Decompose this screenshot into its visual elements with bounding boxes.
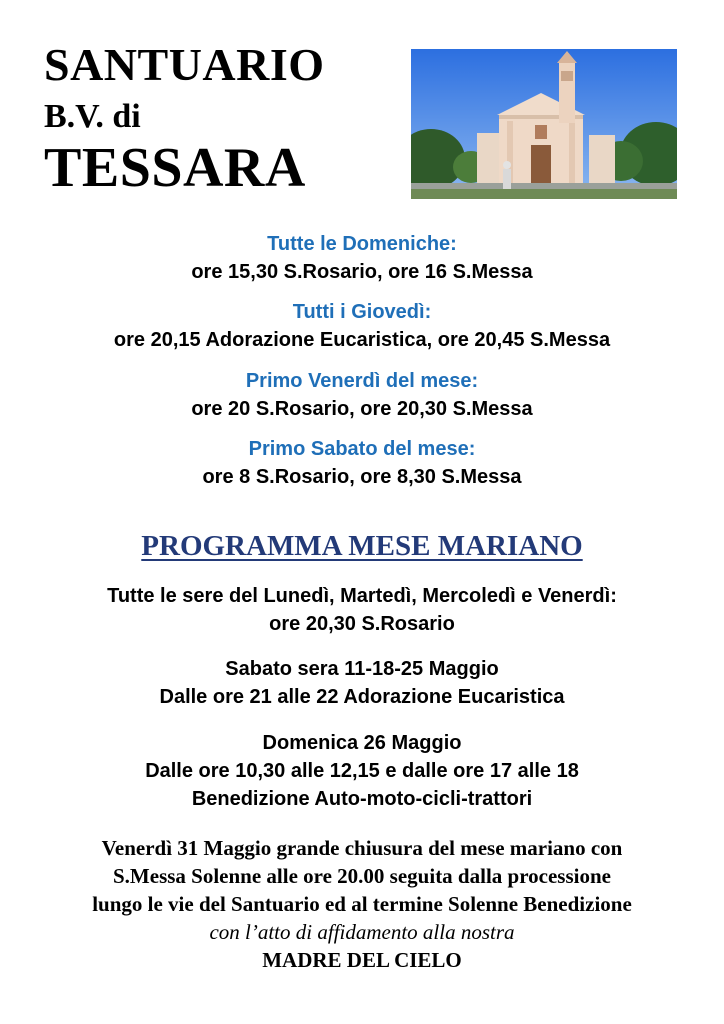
schedule-detail-3: ore 20 S.Rosario, ore 20,30 S.Messa: [191, 398, 533, 420]
schedule-detail-4: ore 8 S.Rosario, ore 8,30 S.Messa: [202, 466, 522, 488]
programma-heading: PROGRAMMA MESE MARIANO: [141, 530, 583, 562]
closing-line-3: lungo le vie del Santuario ed al termine Solenne Benedizione: [92, 892, 632, 916]
programma-block1-line1: Tutte le sere del Lunedì, Martedì, Mercoledì e Venerdì:: [107, 585, 617, 607]
schedule-detail-1: ore 15,30 S.Rosario, ore 16 S.Messa: [191, 261, 533, 283]
programma-block1-line2: ore 20,30 S.Rosario: [269, 613, 455, 635]
church-photo-icon: [411, 49, 677, 199]
title-block: [44, 40, 325, 198]
closing-line-1: Venerdì 31 Maggio grande chiusura del mese mariano con: [101, 836, 623, 860]
closing-line-5: MADRE DEL CIELO: [262, 948, 462, 972]
schedule-detail-2: ore 20,15 Adorazione Eucaristica, ore 20,45 S.Messa: [113, 329, 611, 351]
church-photo: [411, 49, 677, 199]
programma-block3-line1: Domenica 26 Maggio: [262, 732, 462, 754]
schedule-heading-1: Tutte le Domeniche:: [267, 233, 457, 255]
closing-line-2: S.Messa Solenne alle ore 20.00 seguita dalla processione: [113, 864, 611, 888]
title-line-3: TESSARA: [44, 137, 306, 199]
programma-block3-line3: Benedizione Auto-moto-cicli-trattori: [191, 788, 533, 810]
schedule-heading-2: Tutti i Giovedì:: [292, 301, 432, 323]
schedule-heading-3: Primo Venerdì del mese:: [245, 370, 479, 392]
closing-line-4: con l’atto di affidamento alla nostra: [209, 920, 515, 944]
title-line-2: B.V. di: [44, 98, 141, 135]
title-line-1: SANTUARIO: [44, 39, 325, 90]
programma-block2-line1: Sabato sera 11-18-25 Maggio: [225, 658, 499, 680]
programma-block3-line2: Dalle ore 10,30 alle 12,15 e dalle ore 17 alle 18: [145, 760, 579, 782]
programma-block2-line2: Dalle ore 21 alle 22 Adorazione Eucaristica: [159, 686, 565, 708]
schedule-heading-4: Primo Sabato del mese:: [248, 438, 476, 460]
